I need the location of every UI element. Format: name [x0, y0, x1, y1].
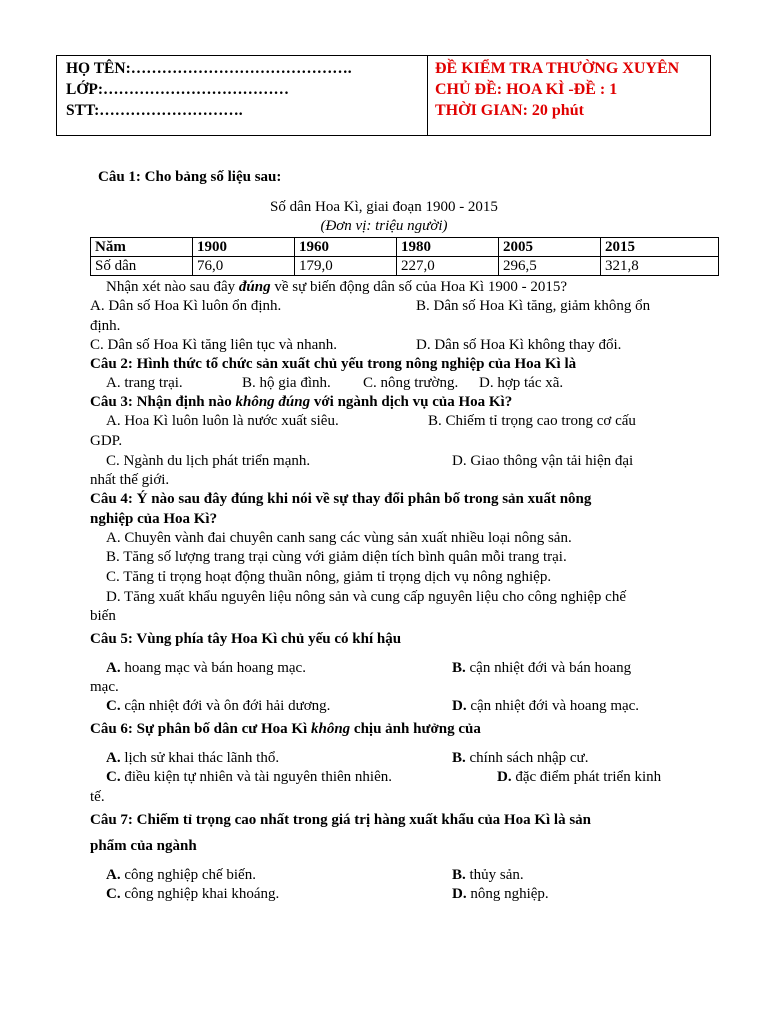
q5-option-c — [106, 697, 330, 716]
table-cell: 179,0 — [295, 257, 397, 276]
q6-option-d — [497, 768, 661, 787]
table-cell: 1900 — [193, 238, 295, 257]
q4-option-d: D. Tăng xuất khẩu nguyên liệu nông sản và cung cấp nguyên liệu cho công nghiệp chế — [106, 589, 626, 605]
q3-heading-emphasis: không đúng — [235, 394, 311, 410]
q5-option-b — [452, 659, 631, 678]
table-title: Số dân Hoa Kì, giai đoạn 1900 - 2015 — [270, 199, 498, 215]
q4-option-d-cont: biến — [90, 608, 116, 624]
q7-option-d — [452, 885, 549, 904]
q4-option-a: A. Chuyên vành đai chuyên canh sang các vùng sản xuất nhiều loại nông sản. — [106, 530, 572, 546]
q5-option-b-cont: mạc. — [90, 679, 119, 695]
q3-option-b-cont: GDP. — [90, 433, 123, 449]
table-cell: Số dân — [91, 257, 193, 276]
q7-option-a — [106, 866, 256, 885]
q1-stem-text: về sự biến động dân số của Hoa Kì 1900 - 2015? — [270, 279, 567, 295]
q4-heading-cont: nghiệp của Hoa Kì? — [90, 511, 218, 527]
q3-option-a: A. Hoa Kì luôn luôn là nước xuất siêu. — [106, 413, 339, 429]
q2-option-d: D. hợp tác xã. — [479, 375, 564, 391]
q1-stem-emphasis: đúng — [238, 279, 271, 295]
q3-option-b: B. Chiếm tỉ trọng cao trong cơ cấu — [428, 413, 636, 429]
q3-option-d: D. Giao thông vận tải hiện đại — [452, 453, 634, 469]
q4-option-b: B. Tăng số lượng trang trại cùng với giảm diện tích bình quân mỗi trang trại. — [106, 549, 567, 565]
q1-option-b: B. Dân số Hoa Kì tăng, giảm không ổn — [416, 298, 651, 314]
option-text: hoang mạc và bán hoang mạc. — [120, 660, 306, 676]
q7-option-c — [106, 885, 279, 904]
q5-heading: Câu 5: Vùng phía tây Hoa Kì chủ yếu có khí hậu — [90, 631, 402, 647]
student-info — [57, 56, 428, 135]
option-text: công nghiệp chế biến. — [120, 867, 256, 883]
q1-heading: Câu 1: Cho bảng số liệu sau: — [98, 169, 282, 185]
q1-stem-text: Nhận xét nào sau đây — [106, 279, 239, 295]
option-text: cận nhiệt đới và hoang mạc. — [466, 698, 640, 714]
option-key: D. — [497, 769, 512, 785]
exam-time: THỜI GIAN: 20 phút — [435, 102, 584, 119]
q3-heading — [90, 393, 512, 412]
q3-option-c: C. Ngành du lịch phát triển mạnh. — [106, 453, 311, 469]
name-field: HỌ TÊN:……………………………………. — [66, 60, 352, 77]
q7-option-b — [452, 866, 524, 885]
population-table — [90, 237, 719, 276]
option-key: C. — [106, 698, 121, 714]
q6-heading-text: Câu 6: Sự phân bố dân cư Hoa Kì — [90, 721, 311, 737]
option-key: D. — [452, 886, 467, 902]
q6-option-b — [452, 749, 588, 768]
q6-option-a — [106, 749, 279, 768]
q6-option-c — [106, 768, 392, 787]
table-cell: 1960 — [295, 238, 397, 257]
q1-stem — [106, 278, 567, 297]
option-text: điều kiện tự nhiên và tài nguyên thiên nhiên. — [120, 769, 392, 785]
table-cell: 321,8 — [601, 257, 719, 276]
option-text: nông nghiệp. — [466, 886, 549, 902]
q7-heading: Câu 7: Chiếm tỉ trọng cao nhất trong giá trị hàng xuất khẩu của Hoa Kì là sản — [90, 812, 592, 828]
q1-option-a: A. Dân số Hoa Kì luôn ổn định. — [90, 298, 282, 314]
table-cell: 2005 — [499, 238, 601, 257]
option-text: thủy sản. — [465, 867, 524, 883]
q2-option-a: A. trang trại. — [106, 375, 183, 391]
exam-header — [56, 55, 711, 136]
option-text: lịch sử khai thác lãnh thổ. — [120, 750, 280, 766]
option-key: B. — [452, 750, 466, 766]
q1-option-d: D. Dân số Hoa Kì không thay đổi. — [416, 337, 622, 353]
q1-option-b-cont: định. — [90, 318, 121, 334]
option-key: C. — [106, 769, 121, 785]
option-key: A. — [106, 867, 121, 883]
option-key: C. — [106, 886, 121, 902]
table-cell: 2015 — [601, 238, 719, 257]
table-cell: 227,0 — [397, 257, 499, 276]
q6-heading — [90, 720, 481, 739]
option-text: cận nhiệt đới và ôn đới hải dương. — [120, 698, 331, 714]
q6-option-d-cont: tế. — [90, 789, 105, 805]
q5-option-a — [106, 659, 306, 678]
table-unit: (Đơn vị: triệu người) — [320, 218, 448, 234]
q3-heading-text: với ngành dịch vụ của Hoa Kì? — [310, 394, 513, 410]
table-cell: Năm — [91, 238, 193, 257]
q2-option-c: C. nông trường. — [363, 375, 459, 391]
q4-heading: Câu 4: Ý nào sau đây đúng khi nói về sự thay đổi phân bố trong sản xuất nông — [90, 491, 592, 507]
q3-heading-text: Câu 3: Nhận định nào — [90, 394, 236, 410]
option-text: công nghiệp khai khoáng. — [120, 886, 280, 902]
exam-info — [428, 56, 710, 135]
option-key: A. — [106, 660, 121, 676]
q3-option-d-cont: nhất thế giới. — [90, 472, 170, 488]
option-text: chính sách nhập cư. — [465, 750, 589, 766]
q2-option-b: B. hộ gia đình. — [242, 375, 331, 391]
option-key: B. — [452, 867, 466, 883]
table-row — [91, 238, 719, 257]
q5-option-d — [452, 697, 639, 716]
q1-option-c: C. Dân số Hoa Kì tăng liên tục và nhanh. — [90, 337, 338, 353]
q6-heading-text: chịu ảnh hưởng của — [350, 721, 481, 737]
table-cell: 296,5 — [499, 257, 601, 276]
option-key: D. — [452, 698, 467, 714]
number-field: STT:………………………. — [66, 102, 243, 119]
exam-topic: CHỦ ĐỀ: HOA KÌ -ĐỀ : 1 — [435, 81, 618, 98]
q6-heading-emphasis: không — [310, 721, 351, 737]
table-cell: 76,0 — [193, 257, 295, 276]
q4-option-c: C. Tăng tỉ trọng hoạt động thuần nông, giảm tỉ trọng dịch vụ nông nghiệp. — [106, 569, 552, 585]
option-text: cận nhiệt đới và bán hoang — [465, 660, 632, 676]
option-text: đặc điểm phát triển kinh — [511, 769, 662, 785]
option-key: B. — [452, 660, 466, 676]
table-row — [91, 257, 719, 276]
table-cell: 1980 — [397, 238, 499, 257]
class-field: LỚP:……………………………… — [66, 81, 290, 98]
exam-title: ĐỀ KIỂM TRA THƯỜNG XUYÊN — [435, 60, 680, 77]
option-key: A. — [106, 750, 121, 766]
q2-heading: Câu 2: Hình thức tổ chức sản xuất chủ yếu trong nông nghiệp của Hoa Kì là — [90, 356, 577, 372]
q7-heading-cont: phẩm của ngành — [90, 838, 197, 854]
